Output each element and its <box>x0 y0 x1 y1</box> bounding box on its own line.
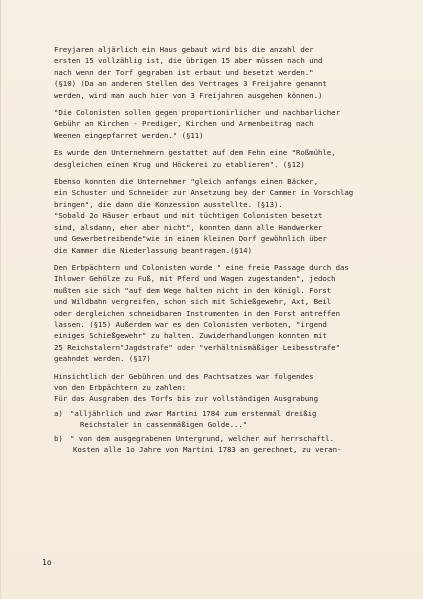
list-item <box>54 433 406 456</box>
text-line: Freyjaren aljärlich ein Haus gebaut wird bis die anzahl der <box>54 45 314 54</box>
text-line: sind, alsdann, eher aber nicht", konnten dann alle Handwerker <box>54 222 323 232</box>
text-line: Für das Ausgraben des Torfs bis zur vollständigen Ausgrabung <box>54 394 318 404</box>
body-text <box>54 44 406 457</box>
text-line: "Die Colonisten sollen gegen proportionirlicher und nachbarlicher <box>54 108 340 118</box>
text-line: mußten sie sich "auf dem Wege halten nicht in den königl. Forst <box>54 285 332 295</box>
text-line: Den Erbpächtern und Colonisten wurde " eine freie Passage durch das <box>54 262 349 272</box>
text-line: Ihlower Gehölze zu Fuß, mit Pferd und Wagen zugestanden", jedoch <box>54 274 336 284</box>
text-line: ersten 15 vollzählig ist, die übrigen 15 aber müssen nach und <box>54 56 323 66</box>
payment-list <box>54 408 406 456</box>
text-line: Kosten alle 1o Jahre von Martini 1783 an gerechnet, zu veran- <box>73 445 342 454</box>
paragraph <box>54 107 406 141</box>
text-line: " von dem ausgegrabenen Untergrund, welcher auf herrschaftl. <box>70 433 334 443</box>
text-line: 25 Reichstalern"Jagdstrafe" oder "verhältnismäßiger Leibesstrafe" <box>54 342 340 352</box>
paragraph <box>54 262 406 365</box>
text-line: (§10) (Da an anderen Stellen des Vertrages 3 Freijahre genannt <box>54 79 327 89</box>
text-line: Weenen eingepfarret werden." (§11) <box>54 130 204 140</box>
text-line: Reichstaler in cassenmäßigen Golde..." <box>80 420 248 430</box>
list-marker: a) <box>54 408 63 418</box>
text-line: ein Schuster und Schneider zur Ansetzung bey der Cammer in Vorschlag <box>54 188 354 198</box>
paragraph <box>54 44 406 101</box>
text-line: desgleichen einen Krug und Höckerei zu etablieren". (§12) <box>54 159 305 169</box>
text-line: Ebenso konnten die Unternehmer "gleich anfangs einen Bäcker, <box>54 177 318 187</box>
text-line: "Sobald 2o Häuser erbaut und mit tüchtigen Colonisten besetzt <box>54 211 323 221</box>
text-line: "alljährlich und zwar Martini 1784 zum erstenmal dreißig <box>70 408 317 418</box>
text-line: bringen", die dann die Konzession ausstellte. (§13). <box>54 199 283 209</box>
text-line: und Gewerbetreibende"wie in einem kleinen Dorf gewöhnlich über <box>54 234 327 244</box>
text-line: und Wildbahn vergreifen, schon sich mit Schießgewehr, Axt, Beil <box>54 297 332 307</box>
paragraph <box>54 176 406 256</box>
text-line: von den Erbpächtern zu zahlen: <box>54 382 186 392</box>
text-line: werden, wird man auch hier von 3 Freijahren ausgehen können.) <box>54 90 323 100</box>
text-line: lassen. (§15) Außerdem war es den Colonisten verboten, "irgend <box>54 319 327 329</box>
text-line: einiges Schießgewehr" zu halten. Zuwiderhandlungen konnten mit <box>54 331 327 341</box>
text-line: oder dergleichen schneidbaren Instrumenten in den Forst antreffen <box>54 308 340 318</box>
text-line: die Kammer die Niederlassung beantragen.(§14) <box>54 245 252 255</box>
text-line: geahndet werden. (§17) <box>54 354 151 364</box>
page-number: 1o <box>42 558 52 567</box>
list-marker: b) <box>54 433 63 443</box>
text-line: Hinsichtlich der Gebühren und des Pachtsatzes war folgendes <box>54 371 314 381</box>
paragraph <box>54 147 406 170</box>
text-line: nach wenn der Torf gegraben ist erbaut und besetzt werden." <box>54 67 314 77</box>
text-line: Es wurde den Unternehmern gestattet auf dem Fehn eine "Roßmühle, <box>54 148 336 158</box>
paragraph <box>54 371 406 405</box>
text-line: Gebühr an Kirchen - Prediger, Kirchen und Armenbeitrag nach <box>54 119 314 129</box>
list-item <box>54 408 406 431</box>
